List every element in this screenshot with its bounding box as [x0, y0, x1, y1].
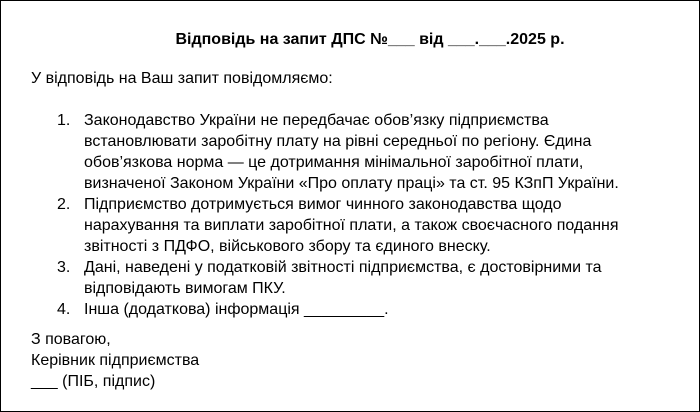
list-item [57, 257, 687, 299]
list-item-line: звітності з ПДФО, військового збору та єдиного внеску. [84, 238, 491, 255]
list-item-line: обов’язкова норма — це дотримання мінімальної заробітної плати, [84, 154, 584, 171]
list-item-line: відповідають вимогам ПКУ. [84, 280, 286, 297]
list-item-line: Дані, наведені у податковій звітності підприємства, є достовірними та [84, 259, 602, 276]
list-item-line: нарахування та виплати заробітної плати, а також своєчасного подання [84, 217, 619, 234]
closing-block [31, 329, 199, 392]
list-item-line: Законодавство України не передбачає обов’язку підприємства [84, 112, 549, 129]
document-title: Відповідь на запит ДПС №___ від ___.___.2025 р. [175, 31, 565, 48]
list-item-number: 1. [57, 112, 71, 129]
list-item-line: встановлювати заробітну плату на рівні середньої по регіону. Єдина [84, 133, 592, 150]
list-item-number: 2. [57, 196, 71, 213]
list-item-number: 3. [57, 259, 71, 276]
list-item [57, 110, 687, 194]
closing-position: Керівник підприємства [31, 352, 200, 369]
closing-greeting: З повагою, [31, 331, 111, 348]
list-item-line: Інша (додаткова) інформація _________. [84, 301, 389, 318]
signature-line: ___ (ПІБ, підпис) [31, 373, 156, 390]
list-item [57, 194, 687, 257]
list-item-line: визначеної Законом України «Про оплату праці» та ст. 95 КЗпП України. [84, 175, 619, 192]
list-item-number: 4. [57, 301, 71, 318]
intro-text: У відповідь на Ваш запит повідомляємо: [31, 70, 333, 87]
list-item-line: Підприємство дотримується вимог чинного законодавства щодо [84, 196, 562, 213]
numbered-list [57, 110, 687, 320]
list-item [57, 299, 687, 320]
